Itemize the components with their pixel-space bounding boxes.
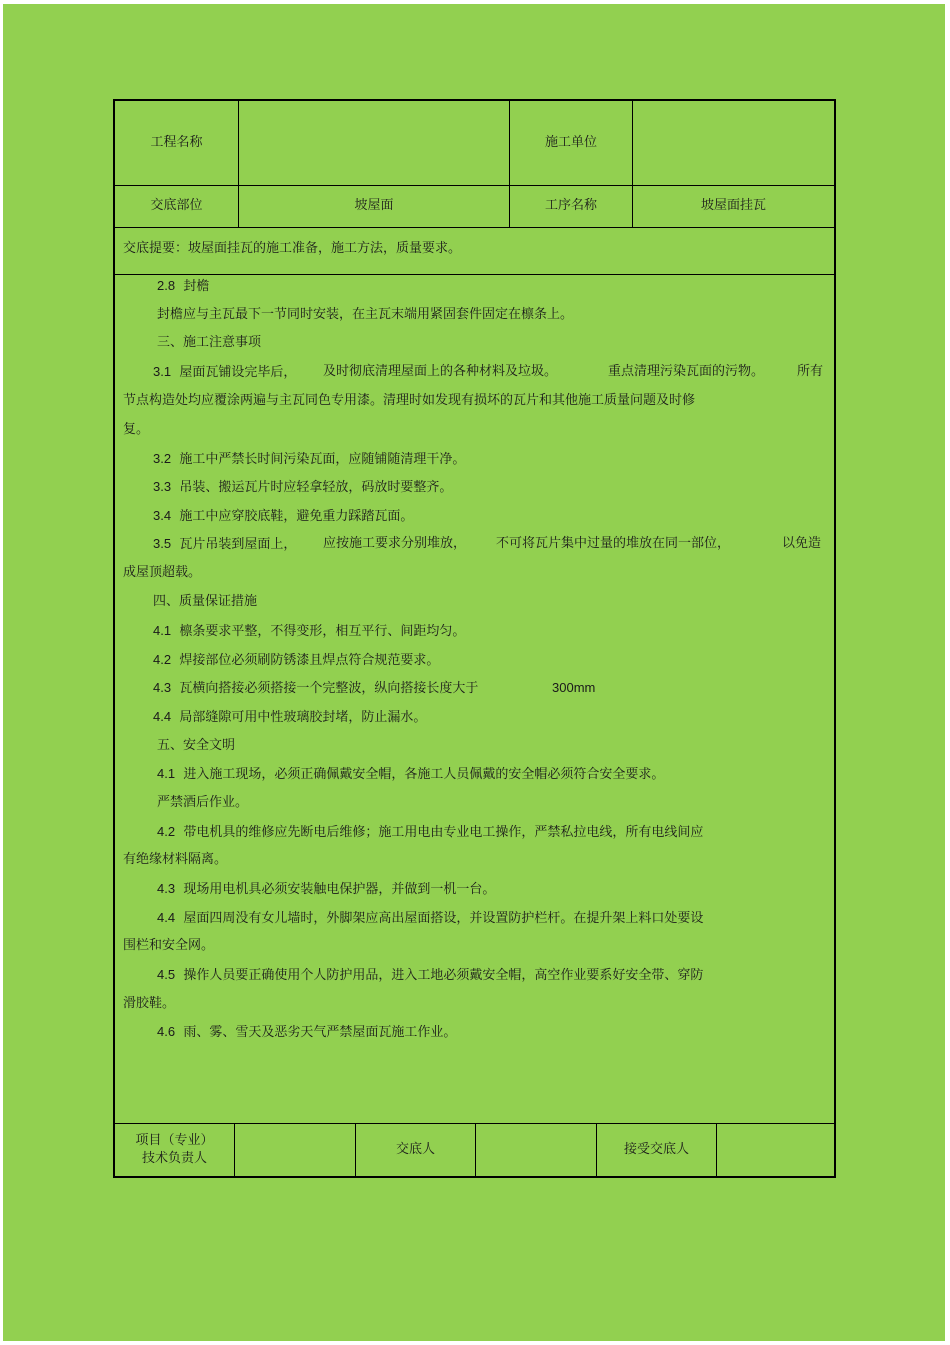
receiver-value (717, 1124, 834, 1176)
item-number: 3.2 (153, 451, 172, 466)
item-3-4 (153, 506, 413, 526)
item-4-3-quality (153, 678, 653, 698)
receiver-label: 接受交底人 (623, 1141, 689, 1157)
item-3-5 (153, 534, 825, 554)
item-text: 所有 (797, 364, 824, 379)
tech-lead-label (115, 1124, 234, 1176)
section-4-heading: 四、质量保证措施 (153, 594, 258, 609)
item-number: 4.4 (153, 709, 172, 724)
item-4-3-safety (157, 879, 495, 899)
tech-lead-value (235, 1124, 355, 1176)
process-label: 工序名称 (544, 198, 597, 214)
item-text: 现场用电机具必须安装触电保护器，并做到一机一台。 (183, 882, 496, 897)
item-number: 4.2 (153, 652, 172, 667)
item-4-4-safety (157, 908, 703, 928)
item-4-6-safety (157, 1022, 456, 1042)
item-4-1-safety (157, 764, 664, 784)
item-4-2-quality (153, 650, 439, 670)
item-number: 3.4 (153, 508, 172, 523)
item-4-4-quality (153, 707, 426, 727)
item-4-5-safety-line2: 滑胶鞋。 (123, 996, 176, 1011)
item-text: 以免造 (782, 536, 822, 551)
item-text: 雨、雾、雪天及恶劣天气严禁屋面瓦施工作业。 (183, 1025, 457, 1040)
item-title: 封檐 (183, 279, 210, 294)
item-number: 3.3 (153, 479, 172, 494)
project-name-value (239, 101, 509, 185)
section-5-heading: 五、安全文明 (157, 738, 236, 753)
item-number: 3.1 (153, 364, 172, 379)
item-text: 屋面四周没有女儿墙时，外脚架应高出屋面搭设，并设置防护栏杆。在提升架上料口处要设 (183, 911, 704, 926)
tech-lead-label-line1: 项目（专业） (135, 1132, 214, 1148)
section-2-8-text: 封檐应与主瓦最下一节同时安装，在主瓦末端用紧固套件固定在檩条上。 (157, 307, 574, 322)
item-text: 局部缝隙可用中性玻璃胶封堵，防止漏水。 (179, 710, 427, 725)
item-4-1-safety-line2: 严禁酒后作业。 (157, 795, 249, 810)
item-number: 4.3 (153, 680, 172, 695)
location-label: 交底部位 (150, 198, 203, 214)
item-text: 焊接部位必须刷防锈漆且焊点符合规范要求。 (179, 653, 440, 668)
row-divider (115, 227, 834, 228)
item-number: 4.5 (157, 967, 176, 982)
construction-unit-label: 施工单位 (544, 134, 597, 150)
item-text: 应按施工要求分别堆放， (323, 536, 467, 551)
item-number: 4.4 (157, 910, 176, 925)
overlap-length-value: 300mm (552, 680, 596, 695)
tech-lead-label-line2: 技术负责人 (141, 1151, 207, 1166)
item-text: 及时彻底清理屋面上的各种材料及垃圾。 (323, 364, 558, 379)
item-number: 4.3 (157, 881, 176, 896)
item-3-5-line2: 成屋顶超载。 (123, 565, 202, 580)
item-text: 屋面瓦铺设完毕后， (179, 365, 297, 380)
item-3-1-line3: 复。 (123, 422, 150, 437)
item-4-5-safety (157, 965, 703, 985)
discloser-value (476, 1124, 596, 1176)
item-number: 4.6 (157, 1024, 176, 1039)
location-value: 坡屋面 (354, 198, 394, 214)
item-text: 瓦片吊装到屋面上， (179, 537, 297, 552)
item-text: 操作人员要正确使用个人防护用品，进入工地必须戴安全帽，高空作业要系好安全带、穿防 (183, 968, 704, 983)
item-3-1-line2: 节点构造处均应覆涂两遍与主瓦同色专用漆。清理时如发现有损坏的瓦片和其他施工质量问题及时修 (123, 393, 696, 408)
disclosure-form (113, 99, 836, 1178)
item-text: 瓦横向搭接必须搭接一个完整波，纵向搭接长度大于 (179, 681, 479, 696)
item-number: 2.8 (157, 278, 176, 293)
row-divider (115, 274, 834, 275)
item-number: 4.1 (153, 623, 172, 638)
item-number: 4.2 (157, 824, 176, 839)
item-3-3 (153, 477, 452, 497)
section-3-heading: 三、施工注意事项 (157, 335, 262, 350)
item-text: 带电机具的维修应先断电后维修；施工用电由专业电工操作，严禁私拉电线，所有电线间应 (183, 825, 704, 840)
disclosure-summary: 交底提要：坡屋面挂瓦的施工准备，施工方法，质量要求。 (123, 241, 462, 256)
item-4-2-safety-line2: 有绝缘材料隔离。 (123, 852, 228, 867)
item-number: 3.5 (153, 536, 172, 551)
project-name-label: 工程名称 (150, 134, 203, 150)
item-3-1 (153, 362, 825, 382)
item-text: 进入施工现场，必须正确佩戴安全帽，各施工人员佩戴的安全帽必须符合安全要求。 (183, 767, 665, 782)
item-text: 吊装、搬运瓦片时应轻拿轻放，码放时要整齐。 (179, 480, 453, 495)
item-text: 重点清理污染瓦面的污物。 (608, 364, 765, 379)
item-text: 不可将瓦片集中过量的堆放在同一部位， (496, 536, 731, 551)
item-text: 施工中严禁长时间污染瓦面，应随铺随清理干净。 (179, 452, 466, 467)
section-2-8-heading (157, 276, 209, 296)
construction-unit-value (633, 101, 834, 185)
item-text: 施工中应穿胶底鞋，避免重力踩踏瓦面。 (179, 509, 414, 524)
item-text: 檩条要求平整，不得变形，相互平行、间距均匀。 (179, 624, 466, 639)
process-value: 坡屋面挂瓦 (700, 198, 766, 214)
item-3-2 (153, 449, 465, 469)
discloser-label: 交底人 (395, 1141, 435, 1157)
item-4-2-safety (157, 822, 703, 842)
item-4-4-safety-line2: 围栏和安全网。 (123, 938, 215, 953)
item-4-1-quality (153, 621, 465, 641)
item-number: 4.1 (157, 766, 176, 781)
